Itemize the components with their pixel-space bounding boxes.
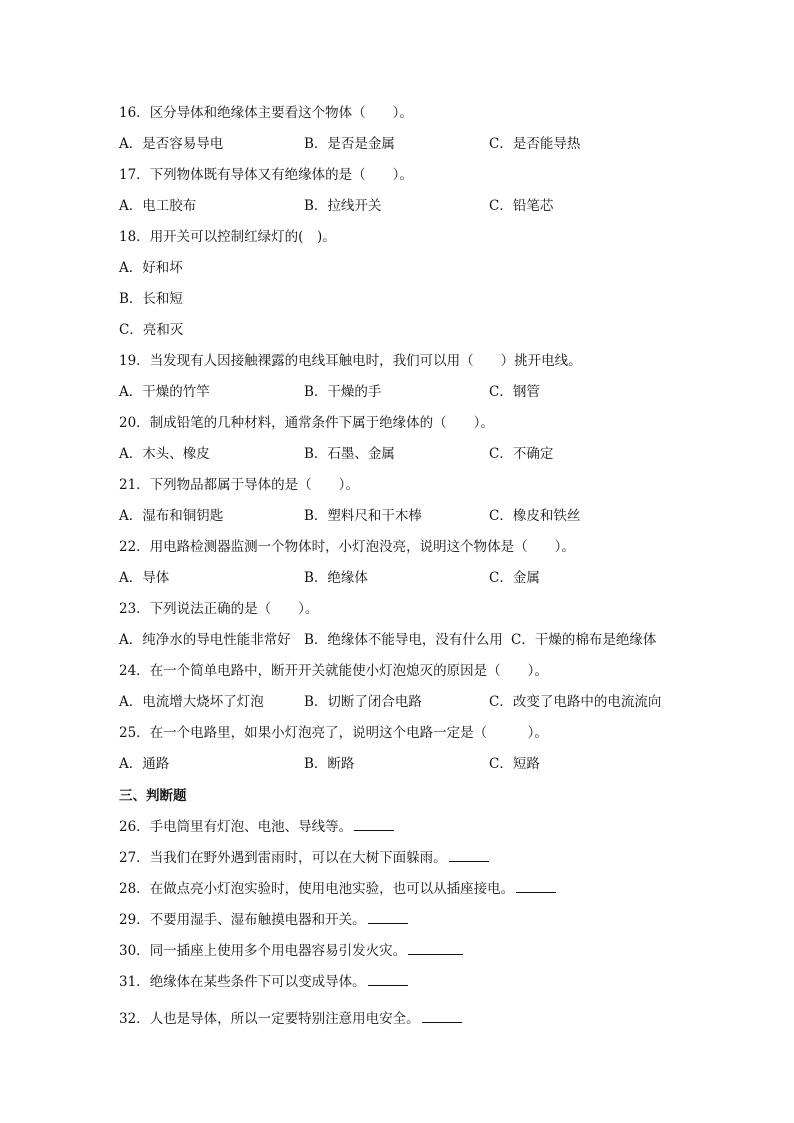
options-18-c	[0, 319, 794, 341]
answer-blank[interactable]	[354, 816, 394, 831]
question-number: 21．	[119, 477, 150, 493]
options-25	[0, 753, 794, 775]
option-b[interactable]: B．长和短	[119, 291, 183, 307]
question-number: 20．	[119, 415, 150, 431]
option-b[interactable]: B．是否是金属	[304, 136, 395, 152]
option-a[interactable]: A．纯净水的导电性能非常好	[119, 632, 291, 648]
question-25	[0, 722, 794, 744]
question-number: 27．	[119, 850, 150, 866]
question-23	[0, 598, 794, 620]
section-heading-row	[0, 785, 794, 807]
question-number: 29．	[119, 912, 150, 928]
answer-blank[interactable]	[368, 971, 408, 986]
options-23	[0, 629, 794, 651]
question-text: 下列物品都属于导体的是（ ）。	[149, 477, 359, 493]
answer-blank[interactable]	[408, 940, 463, 955]
options-22	[0, 567, 794, 589]
question-text: 当发现有人因接触裸露的电线耳触电时，我们可以用（ ）挑开电线。	[149, 353, 582, 369]
option-b[interactable]: B．干燥的手	[304, 384, 382, 400]
question-number: 24．	[119, 663, 150, 679]
option-a[interactable]: A．电工胶布	[119, 198, 197, 214]
options-18-b	[0, 288, 794, 310]
judgment-28	[0, 878, 794, 900]
question-number: 26．	[119, 819, 150, 835]
answer-blank[interactable]	[422, 1008, 462, 1023]
question-17	[0, 164, 794, 186]
option-c[interactable]: C．钢管	[489, 384, 540, 400]
judgment-29	[0, 909, 794, 931]
option-c[interactable]: C．不确定	[489, 446, 554, 462]
options-16	[0, 133, 794, 155]
option-b[interactable]: B．塑料尺和干木棒	[304, 508, 422, 524]
option-a[interactable]: A．电流增大烧坏了灯泡	[119, 694, 264, 710]
judgment-32	[0, 1008, 794, 1030]
options-18-a	[0, 257, 794, 279]
question-text: 用电路检测器监测一个物体时，小灯泡没亮，说明这个物体是（ ）。	[149, 539, 575, 555]
question-text: 同一插座上使用多个用电器容易引发火灾。	[149, 943, 407, 959]
question-text: 下列物体既有导体又有绝缘体的是（ ）。	[149, 167, 413, 183]
answer-blank[interactable]	[449, 847, 489, 862]
judgment-31	[0, 971, 794, 993]
judgment-27	[0, 847, 794, 869]
option-a[interactable]: A．干燥的竹竿	[119, 384, 210, 400]
options-24	[0, 691, 794, 713]
question-number: 28．	[119, 881, 150, 897]
question-text: 不要用湿手、湿布触摸电器和开关。	[149, 912, 366, 928]
option-c[interactable]: C．改变了电路中的电流流向	[489, 694, 662, 710]
option-c[interactable]: C．铅笔芯	[489, 198, 554, 214]
answer-blank[interactable]	[516, 878, 556, 893]
question-24	[0, 660, 794, 682]
option-c[interactable]: C．是否能导热	[489, 136, 581, 152]
question-text: 制成铅笔的几种材料，通常条件下属于绝缘体的（ ）。	[149, 415, 494, 431]
question-19	[0, 350, 794, 372]
judgment-30	[0, 940, 794, 962]
option-c[interactable]: C．短路	[489, 756, 540, 772]
question-text: 在做点亮小灯泡实验时，使用电池实验，也可以从插座接电。	[149, 881, 515, 897]
option-a[interactable]: A．导体	[119, 570, 170, 586]
question-number: 22．	[119, 539, 150, 555]
section-title: 三、判断题	[119, 788, 187, 804]
option-a[interactable]: A．好和坏	[119, 260, 183, 276]
question-text: 手电筒里有灯泡、电池、导线等。	[149, 819, 353, 835]
option-b[interactable]: B．石墨、金属	[304, 446, 395, 462]
question-number: 17．	[119, 167, 150, 183]
question-number: 19．	[119, 353, 150, 369]
option-c[interactable]: C．金属	[489, 570, 540, 586]
option-b[interactable]: B．绝缘体不能导电，没有什么用	[304, 632, 503, 648]
judgment-26	[0, 816, 794, 838]
question-22	[0, 536, 794, 558]
options-20	[0, 443, 794, 465]
question-text: 用开关可以控制红绿灯的( )。	[149, 229, 336, 245]
question-21	[0, 474, 794, 496]
question-number: 23．	[119, 601, 150, 617]
question-number: 31．	[119, 974, 150, 990]
option-b[interactable]: B．拉线开关	[304, 198, 382, 214]
option-c[interactable]: C．亮和灭	[119, 322, 184, 338]
question-number: 32．	[119, 1011, 150, 1027]
question-text: 下列说法正确的是（ ）。	[149, 601, 319, 617]
question-number: 25．	[119, 725, 150, 741]
option-c[interactable]: C．干燥的棉布是绝缘体	[511, 632, 657, 648]
options-17	[0, 195, 794, 217]
question-number: 16．	[119, 105, 150, 121]
answer-blank[interactable]	[368, 909, 408, 924]
option-c[interactable]: C．橡皮和铁丝	[489, 508, 581, 524]
question-text: 当我们在野外遇到雷雨时，可以在大树下面躲雨。	[149, 850, 447, 866]
option-b[interactable]: B．断路	[304, 756, 355, 772]
option-a[interactable]: A．湿布和铜钥匙	[119, 508, 224, 524]
options-19	[0, 381, 794, 403]
question-18	[0, 226, 794, 248]
option-a[interactable]: A．木头、橡皮	[119, 446, 210, 462]
option-b[interactable]: B．绝缘体	[304, 570, 368, 586]
question-text: 在一个电路里，如果小灯泡亮了，说明这个电路一定是（ ）。	[149, 725, 548, 741]
question-number: 30．	[119, 943, 150, 959]
question-text: 人也是导体，所以一定要特别注意用电安全。	[149, 1011, 420, 1027]
question-16	[0, 102, 794, 124]
question-text: 区分导体和绝缘体主要看这个物体（ ）。	[149, 105, 413, 121]
option-a[interactable]: A．通路	[119, 756, 170, 772]
option-b[interactable]: B．切断了闭合电路	[304, 694, 422, 710]
question-number: 18．	[119, 229, 150, 245]
question-text: 绝缘体在某些条件下可以变成导体。	[149, 974, 366, 990]
option-a[interactable]: A．是否容易导电	[119, 136, 224, 152]
options-21	[0, 505, 794, 527]
question-20	[0, 412, 794, 434]
question-text: 在一个简单电路中，断开开关就能使小灯泡熄灭的原因是（ ）。	[149, 663, 548, 679]
